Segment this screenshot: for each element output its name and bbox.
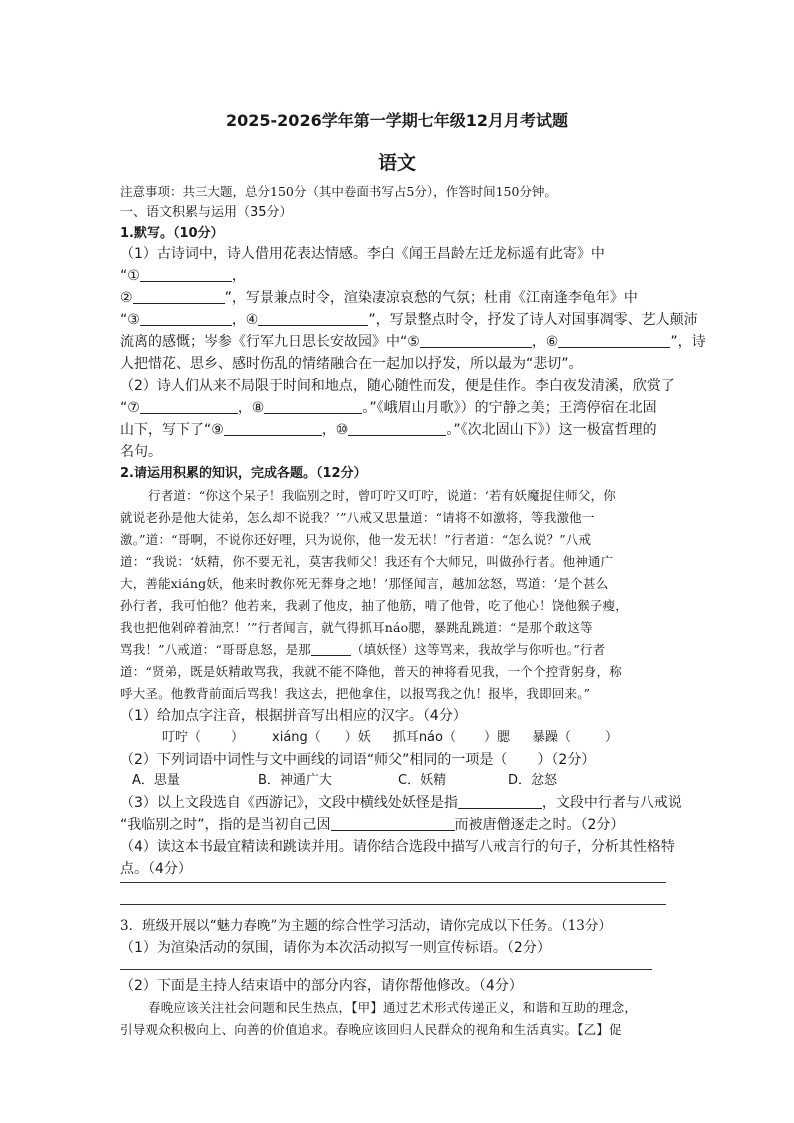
option-d[interactable]: D．忿怒: [508, 773, 558, 788]
q2-sub2-text: ）（2分）: [537, 752, 596, 768]
q1-p1-line6: 人把惜花、思乡、感时伤乱的情绪融合在一起加以抒发，所以最为“悲切”。: [120, 356, 583, 372]
q1-heading: 1.默写。（10分）: [120, 226, 224, 241]
q1-blank9-label: 山下，写下了“⑨: [120, 422, 224, 438]
q1-blank-4[interactable]: [258, 311, 368, 326]
q1-p2-line3: [120, 421, 657, 439]
q2-passage-line: 大，善能xiáng妖，他来时教你死无葬身之地！’那怪闻言，越加忿怒，骂道：‘是个甚么: [120, 576, 609, 591]
answer-line[interactable]: [120, 882, 666, 883]
q2-sub4-line2: 点。（4分）: [120, 861, 192, 877]
q1-p1-line1: （1）古诗词中，诗人借用花表达情感。李白《闻王昌龄左迁龙标遥有此寄》中: [120, 246, 605, 262]
q2-passage-line: [120, 641, 605, 659]
option-a[interactable]: A．思量: [132, 773, 180, 788]
q2-sub3-text: 而被唐僧逐走之时。（2分）: [454, 817, 625, 833]
q2-item: ）妖: [344, 730, 371, 745]
q2-passage-line: 激。”道：“哥啊，不说你还好哩，只为说你，他一发无状！”行者道：“怎么说？”八戒: [120, 532, 592, 547]
q3-passage-line: 春晚应该关注社会问题和民生热点，【甲】通过艺术形式传递正义，和谐和互助的理念，: [148, 1000, 638, 1015]
q1-blank-5[interactable]: [420, 333, 532, 348]
q2-item: xiáng（: [272, 730, 321, 745]
q2-passage-blank[interactable]: [311, 641, 351, 656]
q1-blank8-label: ，⑧: [237, 400, 265, 416]
q2-passage-text: 骂我！”八戒道：“哥哥息怒，是那: [120, 642, 311, 657]
q3-heading: 3．班级开展以“魅力春晚”为主题的综合性学习活动，请你完成以下任务。（13分）: [120, 918, 612, 934]
q2-passage-line: 行者道：“你这个呆子！我临别之时，曾叮咛又叮咛，说道：‘若有妖魔捉住师父，你: [148, 488, 616, 503]
q1-p1-line3: [120, 289, 638, 307]
q1-text: 。”《次北固山下》）这一极富哲理的: [446, 422, 657, 438]
q2-passage-line: 道：“我说：‘妖精，你不要无礼，莫害我师父！我还有个大师兄，叫做孙行者。他神通广: [120, 554, 614, 569]
q1-blank-7[interactable]: [140, 399, 238, 414]
q1-p2-line2: [120, 399, 657, 417]
q1-text: 。”《峨眉山月歌》）的宁静之美；王湾停宿在北固: [362, 400, 657, 416]
q1-text: ”，写景整点时令，抒发了诗人对国事凋零、艺人颠沛: [368, 312, 698, 328]
q2-sub1-items: [162, 729, 618, 747]
q2-sub3-blank-1[interactable]: [458, 794, 542, 809]
q1-p1-line2: [120, 267, 246, 285]
option-b[interactable]: B．神通广大: [258, 773, 332, 788]
q1-blank-1[interactable]: [140, 267, 232, 282]
q2-heading: 2.请运用积累的知识，完成各题。（12分）: [120, 466, 367, 481]
q2-passage-line: 我也把他剁碎着油烹！’”行者闻言，就气得抓耳náo腮，暴跳乱跳道：“是那个敢这等: [120, 620, 593, 635]
exam-title: 2025-2026学年第一学期七年级12月月考试题: [226, 111, 568, 130]
q1-blank4-label: ，④: [231, 312, 259, 328]
q2-passage-line: 呼大圣。他教背前面后骂我！我这去，把他拿住，以报骂我之仇！报毕，我即回来。”: [120, 686, 591, 701]
q1-blank-6[interactable]: [558, 333, 670, 348]
q2-sub3-line1: [120, 794, 682, 812]
q1-text: ”，诗: [670, 334, 706, 350]
q2-item: 暴躁（: [532, 730, 572, 745]
q2-sub4-line1: （4）读这本书最宜精读和跳读并用。请你结合选段中描写八戒言行的句子，分析其性格特: [120, 839, 675, 855]
q2-sub3-blank-2[interactable]: [331, 816, 455, 831]
q1-blank1-label: “①: [120, 268, 140, 284]
q1-blank2-label: ②: [120, 290, 133, 306]
q1-blank-9[interactable]: [224, 421, 322, 436]
q1-blank-10[interactable]: [348, 421, 446, 436]
q1-p2-line4: 名句。: [120, 444, 162, 460]
q1-blank10-label: ，⑩: [321, 422, 349, 438]
q2-sub3-text: （3）以上文段选自《西游记》，文段中横线处妖怪是指: [120, 795, 458, 811]
q2-options: [132, 772, 557, 790]
q1-p2-line1: （2）诗人们从来不局限于时间和地点，随心随性而发，便是佳作。李白夜发清溪，欣赏了: [120, 378, 675, 394]
exam-notice: 注意事项：共三大题，总分150分（其中卷面书写占5分），作答时间150分钟。: [120, 184, 557, 199]
q2-sub2-text: （2）下列词语中词性与文中画线的词语“师父”相同的一项是（: [120, 752, 508, 768]
subject-title: 语文: [377, 152, 416, 174]
q2-item: ）腮: [483, 730, 510, 745]
q1-blank3-label: “③: [120, 312, 140, 328]
q2-sub1: （1）给加点字注音，根据拼音写出相应的汉字。（4分）: [120, 708, 467, 724]
q2-item: ）: [605, 730, 619, 745]
q2-passage-text: （填妖怪）这等骂来，我故学与你听也。”行者: [350, 642, 606, 657]
q1-blank-3[interactable]: [140, 311, 232, 326]
q1-text: ，: [231, 268, 246, 284]
q2-passage-line: 就说老孙是他大徒弟，怎么却不说我？’”八戒又思量道：“请将不如激将，等我激他一: [120, 510, 595, 525]
q2-item: 抓耳náo（: [392, 730, 456, 745]
answer-line[interactable]: [120, 969, 652, 970]
q2-passage-line: 孙行者，我可怕他？他若来，我剥了他皮，抽了他筋，啃了他骨，吃了他心！饶他猴子瘦，: [120, 598, 629, 613]
q3-passage-line: 引导观众积极向上、向善的价值追求。春晚应该回归人民群众的视角和生活真实。【乙】促: [120, 1022, 622, 1037]
q1-text: ”，写景兼点时令，渲染凄凉哀愁的气氛；杜甫《江南逢李龟年》中: [224, 290, 638, 306]
option-c[interactable]: C．妖精: [398, 773, 447, 788]
q1-blank5-label: 流离的感慨；岑参《行军九日思长安故园》中“⑤: [120, 334, 420, 350]
q3-sub2: （2）下面是主持人结束语中的部分内容，请你帮他修改。（4分）: [120, 978, 523, 994]
q2-sub3-text: ，文段中行者与八戒说: [541, 795, 682, 811]
section1-heading: 一、语文积累与运用（35分）: [120, 205, 293, 220]
q1-blank-2[interactable]: [133, 289, 225, 304]
q2-passage-line: 道：“贤弟，既是妖精敢骂我，我就不能不降他，普天的神将看见我，一个个控背躬身，称: [120, 664, 622, 679]
q2-sub3-text: “我临别之时”，指的是当初自己因: [120, 817, 331, 833]
q2-sub3-line2: [120, 816, 624, 834]
q1-blank-8[interactable]: [264, 399, 362, 414]
q1-p1-line4: [120, 311, 698, 329]
q3-sub1: （1）为渲染活动的氛围，请你为本次活动拟写一则宣传标语。（2分）: [120, 940, 551, 956]
q2-item: 叮咛（: [162, 730, 202, 745]
q1-p1-line5: [120, 333, 706, 351]
q2-item: ）: [231, 730, 245, 745]
answer-line[interactable]: [120, 904, 666, 905]
q1-blank6-label: ，⑥: [531, 334, 559, 350]
q1-blank7-label: “⑦: [120, 400, 140, 416]
q2-sub2: [120, 751, 595, 769]
